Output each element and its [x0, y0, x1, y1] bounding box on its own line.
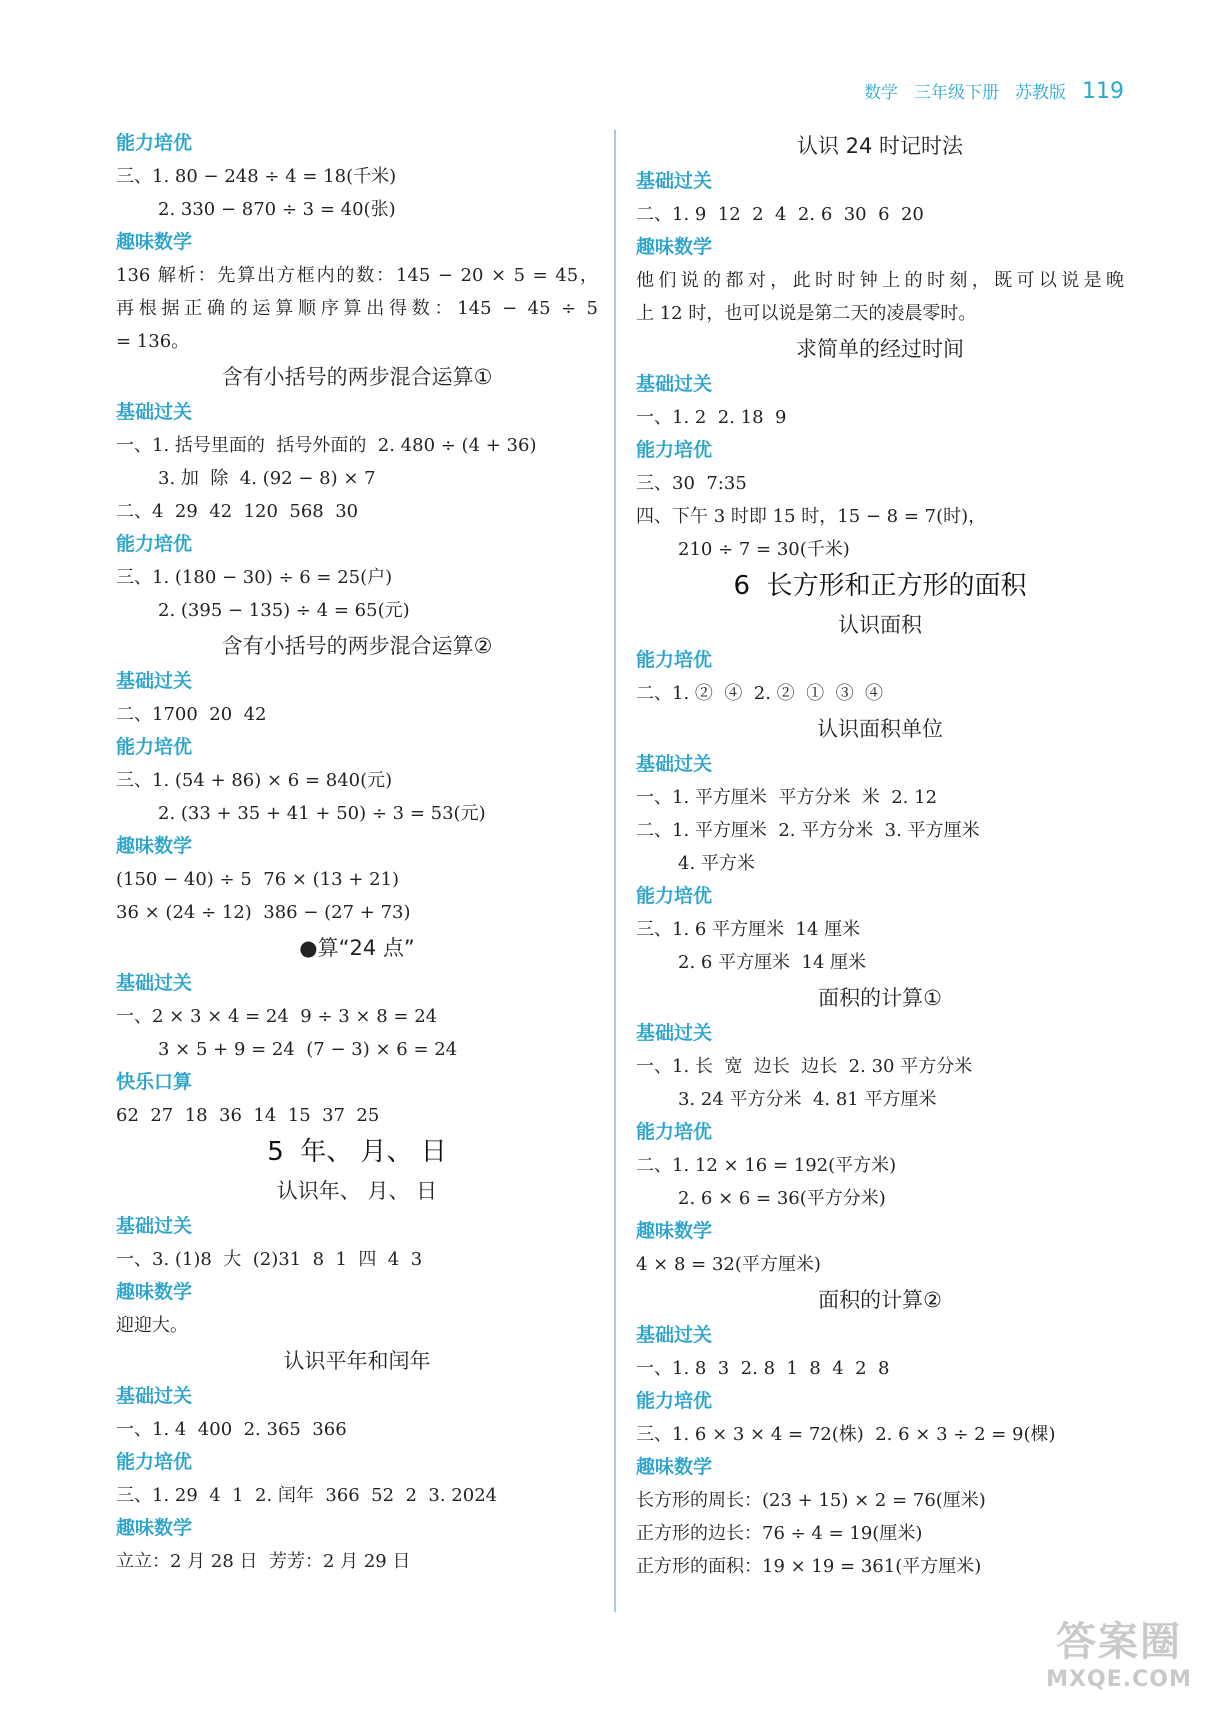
section-title: 认识平年和闰年: [283, 1349, 431, 1373]
answer-line: (150 − 40) ÷ 5 76 × (13 + 21): [116, 869, 400, 890]
answer-line: 一、1. 平方厘米 平方分米 米 2. 12: [636, 787, 938, 808]
section-title: 认识面积: [838, 613, 922, 637]
subsection-label: 基础过关: [636, 1324, 713, 1346]
answer-line: 3. 24 平方分米 4. 81 平方厘米: [678, 1089, 937, 1110]
subsection-label: 能力培优: [636, 885, 713, 907]
answer-line: 3. 加 除 4. (92 − 8) × 7: [158, 468, 376, 489]
subsection-label: 趣味数学: [636, 1220, 713, 1242]
chapter-title: 5 年、 月、 日: [267, 1137, 447, 1167]
answer-line: 三、30 7:35: [636, 473, 747, 494]
answer-line: 2. 330 − 870 ÷ 3 = 40(张): [158, 199, 396, 220]
section-title: 含有小括号的两步混合运算②: [221, 634, 493, 658]
subsection-label: 趣味数学: [636, 1456, 713, 1478]
answer-line: 三、1. (180 − 30) ÷ 6 = 25(户): [116, 567, 393, 588]
subsection-label: 能力培优: [636, 649, 713, 671]
subsection-label: 基础过关: [116, 1215, 193, 1237]
answer-line: 四、下午 3 时即 15 时，15 − 8 = 7(时)，: [636, 506, 987, 527]
answer-line: 立立：2 月 28 日 芳芳：2 月 29 日: [116, 1551, 411, 1572]
subsection-label: 基础过关: [636, 1022, 713, 1044]
subsection-label: 趣味数学: [116, 1517, 193, 1539]
answer-line: 136 解析：先算出方框内的数：145 − 20 × 5 = 45，: [116, 265, 598, 286]
answer-line: 一、1. 括号里面的 括号外面的 2. 480 ÷ (4 + 36): [116, 435, 537, 456]
answer-line: 二、1700 20 42: [116, 704, 267, 725]
answer-line: 三、1. (54 + 86) × 6 = 840(元): [116, 770, 393, 791]
answer-line: 长方形的周长：(23 + 15) × 2 = 76(厘米): [636, 1490, 986, 1511]
subsection-label: 趣味数学: [116, 1281, 193, 1303]
subsection-label: 基础过关: [636, 373, 713, 395]
subsection-label: 基础过关: [116, 1385, 193, 1407]
subsection-label: 趣味数学: [636, 236, 713, 258]
section-title: ●算“24 点”: [299, 936, 415, 960]
answer-line: 上 12 时，也可以说是第二天的凌晨零时。: [636, 303, 977, 324]
section-title: 含有小括号的两步混合运算①: [221, 365, 493, 389]
subsection-label: 能力培优: [636, 439, 713, 461]
answer-line: 一、1. 2 2. 18 9: [636, 407, 787, 428]
subsection-label: 能力培优: [116, 533, 193, 555]
answer-line: 3 × 5 + 9 = 24 (7 − 3) × 6 = 24: [158, 1039, 458, 1060]
answer-line: 36 × (24 ÷ 12) 386 − (27 + 73): [116, 902, 411, 923]
subsection-label: 趣味数学: [116, 835, 193, 857]
subsection-label: 基础过关: [116, 972, 193, 994]
answer-line: 二、1. 12 × 16 = 192(平方米): [636, 1155, 897, 1176]
answer-line: 三、1. 29 4 1 2. 闰年 366 52 2 3. 2024: [116, 1485, 498, 1506]
header-edition: 苏教版: [1015, 83, 1066, 103]
answer-line: 二、1. 平方厘米 2. 平方分米 3. 平方厘米: [636, 820, 980, 841]
answer-line: 他们说的都对，此时时钟上的时刻，既可以说是晚: [636, 270, 1124, 291]
answer-line: 正方形的边长：76 ÷ 4 = 19(厘米): [636, 1523, 923, 1544]
answer-line: 三、1. 6 平方厘米 14 厘米: [636, 919, 861, 940]
subsection-label: 基础过关: [636, 753, 713, 775]
subsection-label: 能力培优: [636, 1121, 713, 1143]
section-title: 认识面积单位: [817, 717, 943, 741]
answer-line: 迎迎大。: [116, 1315, 188, 1336]
subsection-label: 能力培优: [116, 132, 193, 154]
section-title: 面积的计算②: [818, 1288, 942, 1312]
watermark-logo-text: 答案圈: [1056, 1619, 1182, 1665]
answer-line: 二、4 29 42 120 568 30: [116, 501, 359, 522]
watermark-domain: MXQE.COM: [1046, 1667, 1192, 1692]
section-title: 面积的计算①: [818, 986, 942, 1010]
answer-line: 2. 6 平方厘米 14 厘米: [678, 952, 867, 973]
answer-line: 三、1. 6 × 3 × 4 = 72(株) 2. 6 × 3 ÷ 2 = 9(棵): [636, 1424, 1056, 1445]
answer-line: 2. (33 + 35 + 41 + 50) ÷ 3 = 53(元): [158, 803, 486, 824]
answer-line: 一、1. 8 3 2. 8 1 8 4 2 8: [636, 1358, 890, 1379]
page-number: 119: [1082, 79, 1124, 104]
answer-line: 62 27 18 36 14 15 37 25: [116, 1105, 380, 1126]
subsection-label: 能力培优: [116, 1451, 193, 1473]
answer-line: = 136。: [116, 331, 190, 352]
answer-line: 二、1. ② ④ 2. ② ① ③ ④: [636, 683, 884, 704]
answer-line: 一、1. 长 宽 边长 边长 2. 30 平方分米: [636, 1056, 973, 1077]
section-title: 认识年、 月、 日: [276, 1179, 438, 1203]
subsection-label: 能力培优: [636, 1390, 713, 1412]
left-column: [116, 127, 598, 1578]
header-subject: 数学: [864, 83, 898, 103]
site-watermark: [1030, 1617, 1208, 1709]
answer-line: 4 × 8 = 32(平方厘米): [636, 1254, 821, 1275]
answer-line: 210 ÷ 7 = 30(千米): [678, 539, 850, 560]
answer-line: 2. 6 × 6 = 36(平方分米): [678, 1188, 886, 1209]
subsection-label: 基础过关: [116, 401, 193, 423]
subsection-label: 趣味数学: [116, 231, 193, 253]
answer-line: 三、1. 80 − 248 ÷ 4 = 18(千米): [116, 166, 397, 187]
chapter-title: 6 长方形和正方形的面积: [733, 571, 1027, 601]
section-title: 认识 24 时记时法: [796, 134, 964, 158]
section-title: 求简单的经过时间: [796, 337, 964, 361]
answer-line: 一、2 × 3 × 4 = 24 9 ÷ 3 × 8 = 24: [116, 1006, 438, 1027]
header-grade: 三年级下册: [914, 83, 999, 103]
subsection-label: 基础过关: [636, 170, 713, 192]
answer-line: 2. (395 − 135) ÷ 4 = 65(元): [158, 600, 410, 621]
answer-line: 再根据正确的运算顺序算出得数：145 − 45 ÷ 5: [116, 298, 598, 319]
answer-line: 4. 平方米: [678, 853, 755, 874]
subsection-label: 能力培优: [116, 736, 193, 758]
page-header: [864, 78, 1124, 104]
answer-line: 一、1. 4 400 2. 365 366: [116, 1419, 347, 1440]
column-divider: [614, 130, 616, 1612]
answer-line: 一、3. (1)8 大 (2)31 8 1 四 4 3: [116, 1249, 423, 1270]
subsection-label: 快乐口算: [116, 1071, 193, 1093]
answer-line: 二、1. 9 12 2 4 2. 6 30 6 20: [636, 204, 924, 225]
subsection-label: 基础过关: [116, 670, 193, 692]
answer-line: 正方形的面积：19 × 19 = 361(平方厘米): [636, 1556, 982, 1577]
right-column: [636, 127, 1124, 1583]
